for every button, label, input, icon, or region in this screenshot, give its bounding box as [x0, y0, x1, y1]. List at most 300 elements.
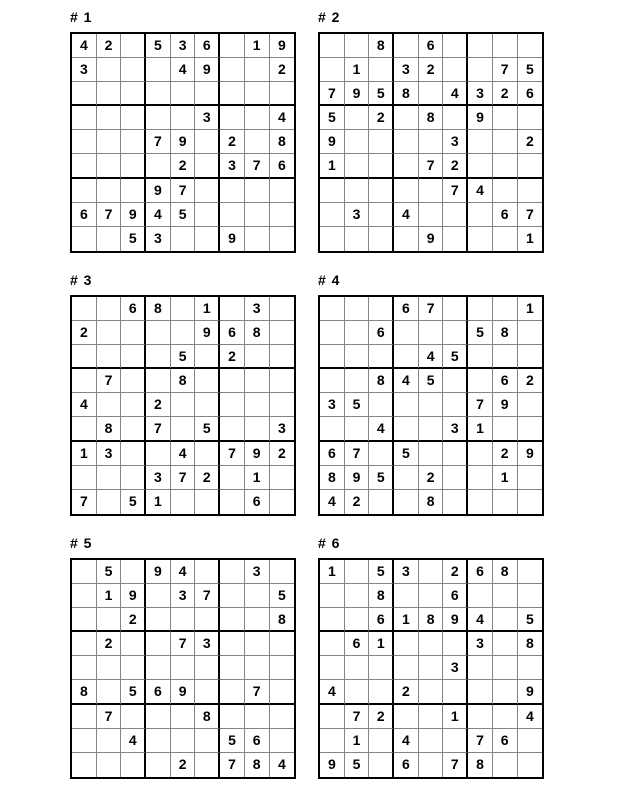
sudoku-cell: 2 [419, 466, 444, 490]
sudoku-cell [97, 466, 122, 490]
sudoku-cell [97, 106, 122, 130]
sudoku-cell: 9 [518, 680, 543, 704]
sudoku-cell [121, 34, 146, 58]
sudoku-cell [468, 680, 493, 704]
sudoku-cell: 5 [97, 560, 122, 584]
sudoku-cell: 6 [468, 560, 493, 584]
sudoku-cell [72, 179, 97, 203]
sudoku-cell [97, 82, 122, 106]
sudoku-cell [394, 393, 419, 417]
sudoku-cell [146, 369, 171, 393]
sudoku-cell: 3 [443, 130, 468, 154]
sudoku-cell [493, 130, 518, 154]
sudoku-cell: 6 [369, 321, 394, 345]
sudoku-cell [394, 632, 419, 656]
sudoku-cell: 9 [493, 393, 518, 417]
sudoku-cell [220, 656, 245, 680]
sudoku-cell [270, 729, 295, 753]
sudoku-cell [369, 753, 394, 777]
sudoku-cell [220, 490, 245, 514]
sudoku-cell [72, 705, 97, 729]
sudoku-cell: 5 [121, 227, 146, 251]
sudoku-cell: 3 [245, 297, 270, 321]
sudoku-cell: 5 [121, 490, 146, 514]
sudoku-cell [320, 584, 345, 608]
sudoku-cell [345, 297, 370, 321]
sudoku-grid [70, 32, 296, 253]
sudoku-cell [345, 106, 370, 130]
sudoku-cell [245, 345, 270, 369]
sudoku-cell [270, 680, 295, 704]
sudoku-cell: 5 [369, 560, 394, 584]
sudoku-cell: 4 [320, 490, 345, 514]
sudoku-cell [220, 369, 245, 393]
sudoku-cell [220, 34, 245, 58]
sudoku-cell [419, 203, 444, 227]
sudoku-cell [171, 297, 196, 321]
sudoku-cell [245, 106, 270, 130]
sudoku-cell [369, 227, 394, 251]
sudoku-cell: 7 [443, 753, 468, 777]
sudoku-cell [493, 106, 518, 130]
sudoku-cell: 2 [443, 154, 468, 178]
sudoku-cell: 4 [394, 369, 419, 393]
sudoku-cell: 3 [394, 560, 419, 584]
sudoku-cell: 3 [245, 560, 270, 584]
sudoku-cell: 6 [195, 34, 220, 58]
sudoku-cell [345, 321, 370, 345]
sudoku-cell: 9 [419, 227, 444, 251]
sudoku-cell [518, 417, 543, 441]
sudoku-cell [195, 130, 220, 154]
sudoku-cell [245, 58, 270, 82]
sudoku-cell: 8 [493, 560, 518, 584]
sudoku-cell: 2 [369, 705, 394, 729]
sudoku-cell [72, 632, 97, 656]
sudoku-cell [518, 321, 543, 345]
sudoku-cell [195, 608, 220, 632]
sudoku-cell: 5 [270, 584, 295, 608]
sudoku-cell [220, 466, 245, 490]
sudoku-cell [220, 608, 245, 632]
sudoku-cell [345, 584, 370, 608]
sudoku-cell [195, 227, 220, 251]
sudoku-cell [369, 729, 394, 753]
puzzle-number-label: # 6 [318, 535, 341, 551]
sudoku-cell: 4 [443, 82, 468, 106]
sudoku-cell [195, 82, 220, 106]
sudoku-cell: 9 [121, 203, 146, 227]
sudoku-cell [518, 490, 543, 514]
sudoku-cell [270, 490, 295, 514]
sudoku-cell: 3 [394, 58, 419, 82]
sudoku-cell [443, 393, 468, 417]
sudoku-cell [369, 297, 394, 321]
sudoku-cell [419, 656, 444, 680]
sudoku-cell [72, 584, 97, 608]
sudoku-cell [443, 106, 468, 130]
sudoku-cell [97, 393, 122, 417]
sudoku-cell [419, 393, 444, 417]
sudoku-cell [121, 466, 146, 490]
sudoku-cell [245, 179, 270, 203]
sudoku-cell [121, 656, 146, 680]
sudoku-cell [419, 321, 444, 345]
sudoku-cell: 6 [121, 297, 146, 321]
sudoku-cell [146, 58, 171, 82]
sudoku-cell [345, 34, 370, 58]
sudoku-cell [468, 369, 493, 393]
sudoku-cell [245, 417, 270, 441]
sudoku-cell [369, 130, 394, 154]
sudoku-cell [419, 729, 444, 753]
sudoku-cell [121, 179, 146, 203]
sudoku-cell: 4 [419, 345, 444, 369]
sudoku-cell: 9 [320, 753, 345, 777]
sudoku-cell [518, 729, 543, 753]
sudoku-cell: 9 [146, 179, 171, 203]
sudoku-cell [493, 34, 518, 58]
sudoku-cell: 2 [97, 34, 122, 58]
sudoku-cell [419, 680, 444, 704]
sudoku-cell: 3 [171, 584, 196, 608]
sudoku-cell: 8 [72, 680, 97, 704]
sudoku-cell [72, 608, 97, 632]
sudoku-cell [72, 82, 97, 106]
sudoku-cell: 3 [468, 632, 493, 656]
sudoku-cell: 1 [394, 608, 419, 632]
sudoku-cell: 6 [320, 442, 345, 466]
sudoku-cell: 1 [195, 297, 220, 321]
sudoku-cell [369, 656, 394, 680]
sudoku-cell: 2 [345, 490, 370, 514]
sudoku-cell: 8 [270, 608, 295, 632]
sudoku-cell: 5 [195, 417, 220, 441]
sudoku-grid [318, 32, 544, 253]
sudoku-cell [72, 227, 97, 251]
sudoku-cell: 8 [195, 705, 220, 729]
sudoku-cell [171, 106, 196, 130]
sudoku-cell [195, 369, 220, 393]
sudoku-cell [97, 753, 122, 777]
sudoku-cell: 8 [270, 130, 295, 154]
sudoku-cell: 8 [369, 369, 394, 393]
sudoku-cell [320, 34, 345, 58]
sudoku-cell [72, 466, 97, 490]
sudoku-cell [419, 705, 444, 729]
sudoku-cell [468, 58, 493, 82]
sudoku-cell [171, 82, 196, 106]
puzzle-number-label: # 3 [70, 272, 93, 288]
sudoku-cell [72, 560, 97, 584]
sudoku-cell: 4 [171, 560, 196, 584]
sudoku-cell [245, 656, 270, 680]
sudoku-cell [195, 680, 220, 704]
sudoku-cell: 4 [171, 58, 196, 82]
sudoku-cell [97, 680, 122, 704]
sudoku-cell [443, 297, 468, 321]
sudoku-cell [195, 203, 220, 227]
sudoku-cell: 5 [171, 345, 196, 369]
sudoku-cell: 5 [419, 369, 444, 393]
sudoku-cell: 8 [493, 321, 518, 345]
sudoku-cell: 4 [72, 393, 97, 417]
sudoku-cell [419, 584, 444, 608]
sudoku-cell [369, 154, 394, 178]
sudoku-cell: 5 [121, 680, 146, 704]
sudoku-cell: 3 [195, 632, 220, 656]
sudoku-cell [121, 705, 146, 729]
sudoku-cell [72, 130, 97, 154]
sudoku-cell: 1 [320, 560, 345, 584]
sudoku-cell [394, 106, 419, 130]
sudoku-cell [394, 490, 419, 514]
sudoku-cell: 2 [394, 680, 419, 704]
sudoku-cell: 1 [518, 297, 543, 321]
sudoku-cell: 2 [419, 58, 444, 82]
sudoku-cell: 4 [394, 729, 419, 753]
sudoku-cell [518, 656, 543, 680]
sudoku-cell [443, 490, 468, 514]
sudoku-cell [443, 466, 468, 490]
sudoku-cell [468, 656, 493, 680]
sudoku-cell: 8 [518, 632, 543, 656]
sudoku-cell: 8 [146, 297, 171, 321]
sudoku-cell [369, 179, 394, 203]
sudoku-cell: 6 [394, 753, 419, 777]
sudoku-cell [121, 417, 146, 441]
sudoku-cell [121, 369, 146, 393]
sudoku-cell [468, 584, 493, 608]
sudoku-cell: 5 [320, 106, 345, 130]
sudoku-cell: 2 [270, 442, 295, 466]
sudoku-cell [345, 345, 370, 369]
sudoku-cell [419, 632, 444, 656]
sudoku-cell: 3 [443, 417, 468, 441]
sudoku-cell [394, 705, 419, 729]
sudoku-cell [320, 297, 345, 321]
sudoku-cell: 7 [97, 705, 122, 729]
sudoku-cell: 1 [468, 417, 493, 441]
sudoku-cell [146, 632, 171, 656]
sudoku-cell [345, 608, 370, 632]
sudoku-cell [270, 369, 295, 393]
sudoku-cell: 3 [171, 34, 196, 58]
sudoku-cell: 1 [525, 230, 534, 247]
sudoku-cell: 6 [443, 584, 468, 608]
sudoku-cell [121, 106, 146, 130]
sudoku-cell [195, 656, 220, 680]
sudoku-cell [518, 106, 543, 130]
sudoku-cell: 2 [518, 130, 543, 154]
sudoku-cell [443, 729, 468, 753]
sudoku-cell: 4 [468, 179, 493, 203]
sudoku-cell: 7 [146, 417, 171, 441]
sudoku-cell [468, 227, 493, 251]
sudoku-cell [121, 753, 146, 777]
sudoku-cell: 9 [220, 227, 245, 251]
sudoku-cell: 5 [394, 442, 419, 466]
sudoku-cell [220, 393, 245, 417]
sudoku-cell: 7 [72, 490, 97, 514]
sudoku-cell: 3 [345, 203, 370, 227]
sudoku-cell: 6 [419, 34, 444, 58]
sudoku-cell [369, 442, 394, 466]
sudoku-cell [270, 321, 295, 345]
sudoku-cell: 7 [171, 466, 196, 490]
sudoku-cell: 7 [468, 393, 493, 417]
sudoku-cell [220, 106, 245, 130]
sudoku-cell: 3 [443, 656, 468, 680]
sudoku-cell [468, 705, 493, 729]
sudoku-cell [518, 584, 543, 608]
sudoku-cell: 2 [518, 369, 543, 393]
sudoku-cell [394, 656, 419, 680]
sudoku-cell: 4 [277, 756, 286, 773]
sudoku-cell [146, 656, 171, 680]
sudoku-cell [270, 82, 295, 106]
sudoku-cell: 4 [121, 729, 146, 753]
sudoku-cell [493, 753, 518, 777]
sudoku-cell [493, 297, 518, 321]
sudoku-cell [443, 227, 468, 251]
sudoku-cell [195, 729, 220, 753]
sudoku-cell [97, 58, 122, 82]
sudoku-cell [394, 584, 419, 608]
sudoku-cell: 7 [245, 680, 270, 704]
sudoku-cell: 6 [493, 729, 518, 753]
sudoku-cell [419, 82, 444, 106]
puzzle-number-label: # 5 [70, 535, 93, 551]
sudoku-cell [369, 490, 394, 514]
sudoku-cell [146, 154, 171, 178]
sudoku-cell: 2 [72, 321, 97, 345]
sudoku-cell: 9 [171, 130, 196, 154]
sudoku-cell: 2 [220, 345, 245, 369]
sudoku-cell [468, 154, 493, 178]
sudoku-cell [171, 705, 196, 729]
sudoku-puzzle [318, 535, 544, 779]
sudoku-cell [195, 753, 220, 777]
sudoku-cell [345, 417, 370, 441]
sudoku-cell [72, 656, 97, 680]
sudoku-cell: 9 [468, 106, 493, 130]
sudoku-cell [146, 106, 171, 130]
sudoku-cell: 3 [320, 393, 345, 417]
sudoku-cell [369, 345, 394, 369]
sudoku-cell [468, 34, 493, 58]
sudoku-cell: 7 [468, 729, 493, 753]
sudoku-cell [245, 130, 270, 154]
sudoku-cell: 5 [345, 753, 370, 777]
sudoku-cell: 8 [171, 369, 196, 393]
sudoku-cell [394, 34, 419, 58]
sudoku-cell [270, 632, 295, 656]
sudoku-cell: 9 [518, 442, 543, 466]
sudoku-cell: 2 [146, 393, 171, 417]
sudoku-cell [493, 490, 518, 514]
sudoku-cell: 2 [270, 58, 295, 82]
sudoku-cell [220, 680, 245, 704]
sudoku-cell [72, 345, 97, 369]
sudoku-cell: 2 [220, 130, 245, 154]
sudoku-cell [72, 369, 97, 393]
sudoku-cell [468, 297, 493, 321]
sudoku-cell [245, 584, 270, 608]
sudoku-cell [146, 753, 171, 777]
sudoku-cell: 5 [518, 58, 543, 82]
sudoku-cell [419, 179, 444, 203]
sudoku-cell [518, 753, 543, 777]
puzzle-number-label: # 1 [70, 9, 93, 25]
sudoku-cell: 6 [245, 490, 270, 514]
sudoku-cell [518, 560, 543, 584]
sudoku-cell: 2 [171, 753, 196, 777]
sudoku-cell: 7 [220, 442, 245, 466]
sudoku-cell [468, 442, 493, 466]
sudoku-cell [97, 227, 122, 251]
sudoku-cell [518, 34, 543, 58]
sudoku-cell [369, 680, 394, 704]
sudoku-cell: 7 [220, 753, 245, 777]
sudoku-cell [72, 106, 97, 130]
sudoku-cell [195, 490, 220, 514]
sudoku-cell [171, 608, 196, 632]
sudoku-cell: 6 [146, 680, 171, 704]
sudoku-cell [171, 729, 196, 753]
sudoku-grid [70, 558, 296, 779]
sudoku-cell: 1 [245, 34, 270, 58]
sudoku-cell [443, 34, 468, 58]
sudoku-cell [419, 442, 444, 466]
sudoku-cell: 7 [443, 179, 468, 203]
sudoku-cell: 5 [345, 393, 370, 417]
sudoku-cell: 9 [245, 442, 270, 466]
sudoku-cell [394, 154, 419, 178]
sudoku-cell: 8 [320, 466, 345, 490]
sudoku-cell [320, 369, 345, 393]
sudoku-cell: 4 [394, 203, 419, 227]
sudoku-cell: 4 [72, 34, 97, 58]
sudoku-cell [369, 58, 394, 82]
sudoku-cell [270, 227, 295, 251]
sudoku-cell: 3 [270, 417, 295, 441]
sudoku-cell [146, 321, 171, 345]
sudoku-cell [468, 130, 493, 154]
sudoku-cell [468, 345, 493, 369]
sudoku-grid [318, 295, 544, 516]
sudoku-cell [394, 179, 419, 203]
sudoku-cell [146, 82, 171, 106]
sudoku-cell [468, 490, 493, 514]
sudoku-cell [493, 584, 518, 608]
sudoku-cell: 1 [493, 466, 518, 490]
sudoku-cell: 7 [345, 705, 370, 729]
sudoku-cell: 5 [468, 321, 493, 345]
sudoku-cell [443, 58, 468, 82]
sudoku-cell [195, 345, 220, 369]
sudoku-cell [394, 321, 419, 345]
sudoku-cell [468, 466, 493, 490]
sudoku-cell [121, 58, 146, 82]
sudoku-cell [394, 227, 419, 251]
sudoku-cell [443, 203, 468, 227]
sudoku-cell [171, 227, 196, 251]
puzzle-number-label: # 4 [318, 272, 341, 288]
sudoku-cell: 6 [518, 82, 543, 106]
sudoku-cell: 2 [443, 560, 468, 584]
sudoku-cell: 9 [320, 130, 345, 154]
